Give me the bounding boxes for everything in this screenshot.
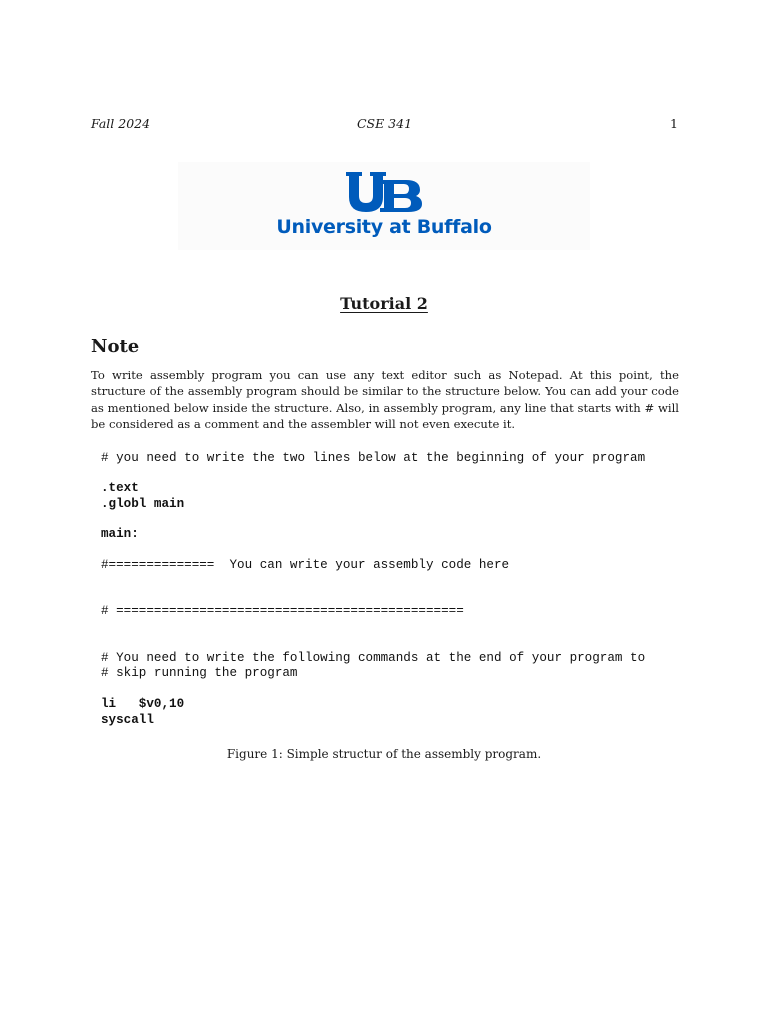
code-placeholder-comment: #============== You can write your assembly code here (101, 558, 510, 572)
note-paragraph: To write assembly program you can use any text editor such as Notepad. At this point, the structure of the assembly program should be similar to the structure below. You can add your code as mentioned below inside the structure. Also, in assembly program, any line that starts with # will be considered as a comment and the assembler will not even execute it. (91, 368, 679, 432)
code-syscall-instruction: syscall (101, 713, 154, 727)
running-header (91, 116, 678, 134)
code-li-instruction: li $v0,10 (101, 697, 185, 711)
code-separator: # ============================================== (101, 604, 464, 618)
header-page-number: 1 (670, 116, 678, 131)
code-comment-end-1: # You need to write the following commands at the end of your program to (101, 651, 646, 665)
university-logo (178, 162, 590, 250)
section-heading-note: Note (91, 336, 140, 357)
ub-monogram-icon (344, 170, 424, 214)
figure-caption: Figure 1: Simple structur of the assembly program. (226, 747, 542, 761)
code-globl-directive: .globl main (101, 497, 185, 511)
code-main-label: main: (101, 527, 139, 541)
university-wordmark: University at Buffalo (276, 216, 492, 238)
code-comment-end-2: # skip running the program (101, 666, 298, 680)
code-comment-intro: # you need to write the two lines below at the beginning of your program (101, 451, 646, 465)
header-course: CSE 341 (356, 116, 413, 131)
code-text-directive: .text (101, 481, 139, 495)
page-title: Tutorial 2 (340, 294, 428, 313)
header-term: Fall 2024 (91, 116, 151, 131)
